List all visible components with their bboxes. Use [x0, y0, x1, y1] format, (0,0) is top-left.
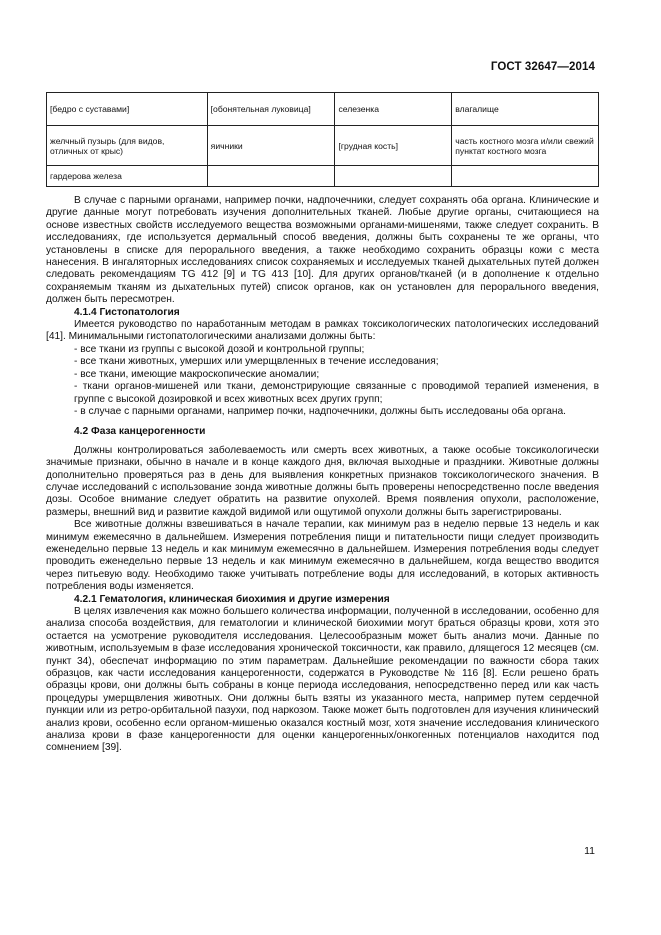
list-item: - все ткани, имеющие макроскопические аномалии;: [74, 368, 320, 380]
table-cell: гардерова железа: [47, 166, 208, 187]
document-body: [46, 195, 599, 755]
table-cell: влагалище: [452, 93, 599, 126]
table-cell: [452, 166, 599, 187]
paragraph: В целях извлечения как можно большего количества информации, полученной в исследовании, особенно для анализа способа воздействия, для гематологии и клинической биохимии могут браться образцы крови, хотя это остается на усмотрение руководителя исследования. Целесообразным может быть анализ мочи. Данные по животным, используемым в фазе исследования хронической токсичности, как правило, длящегося 12 месяцев (см. пункт 34), обеспечат информацию по этим параметрам. Дальнейшие рекомендации по важности сбора таких образцов, как части исследования канцерогенности, содержатся в Руководстве № 116 [8]. Если решено брать образцы крови, они должны быть собраны в конце периода исследования, непосредственно перед или как часть процедуры умерщвления животных. Они должны быть взяты из указанного места, например путем сердечной пункции или из ретро-орбитальной пазухи, под наркозом. Также может быть подготовлен для изучения клинический анализ крови, особенно если органом-мишенью оказался костный мозг, хотя значение исследования клинического анализа крови в фазе канцерогенности для оценки канцерогенных/онкогенных потенциалов находится под сомнением [39].: [46, 606, 599, 754]
paragraph: Все животные должны взвешиваться в начале терапии, как минимум раз в неделю первые 13 недель и как минимум ежемесячно в дальнейшем. Измерения потребления пищи и питательности пищи следует производить еженедельно первые 13 недель и как минимум ежемесячно в дальнейшем. Измерения потребления воды следует проводить еженедельно первые 13 недель и как минимум ежемесячно в дальнейшем, когда вещество вводится через питьевую воду. Необходимо также учитывать потребление воды для исследований, в которых активность потребления воды изменяется.: [46, 519, 599, 593]
paragraph: Должны контролироваться заболеваемость или смерть всех животных, а также особые токсикологически значимые признаки, обычно в начале и в конце каждого дня, включая выходные и праздники. Животные должны дополнительно проверяться раз в день для выявления конкретных признаков токсикологического значения. В случае исследований с использование зонда животные должны быть проверены непосредственно после введения дозы. Особое внимание следует обратить на развитие опухолей. Время появления опухоли, расположение, размеры, внешний вид и развитие каждой видимой или ощутимой опухоли должны быть зарегистрированы.: [46, 444, 599, 518]
paragraph: В случае с парными органами, например почки, надпочечники, следует сохранять оба органа. Клинические и другие данные могут потребовать изучения дополнительных тканей. Любые другие органы, считающиеся на основе известных свойств исследуемого вещества возможными органами-мишенями, также следует сохранить. В исследованиях, где используется дермальный способ введения, должны быть сохранены те же органы, что установлены в списке для перорального введения, а также необходимо сохранить образцы кожи с места нанесения. В ингаляторных исследованиях список сохраняемых и исследуемых тканей дыхательных путей должен следовать рекомендациям TG 412 [9] и TG 413 [10]. Для других органов/тканей (и в дополнение к отдельно сохраняемым тканям из дыхательных путей) список органов, как он установлен для перорального введения, должен быть пересмотрен.: [46, 195, 599, 306]
table-cell: желчный пузырь (для видов, отличных от крыс): [47, 126, 208, 166]
list-item: - ткани органов-мишеней или ткани, демонстрирующие связанные с проводимой терапией изменения, в группе с высокой дозировкой и всех животных всех других групп;: [74, 381, 599, 405]
table-cell: часть костного мозга и/или свежий пунктат костного мозга: [452, 126, 599, 166]
table-cell: [207, 166, 335, 187]
table-row: [47, 126, 599, 166]
page-number: 11: [584, 845, 595, 857]
list-item: - все ткани животных, умерших или умерщвленных в течение исследования;: [74, 356, 439, 368]
table-cell: [грудная кость]: [335, 126, 452, 166]
table-cell: [обонятельная луковица]: [207, 93, 335, 126]
paragraph: Имеется руководство по наработанным методам в рамках токсикологических патологических исследований [41]. Минимальными гистопатологическими анализами должны быть:: [46, 319, 599, 343]
organs-table: [46, 92, 599, 187]
section-heading: 4.2 Фаза канцерогенности: [74, 426, 206, 438]
table-cell: [335, 166, 452, 187]
table-cell: селезенка: [335, 93, 452, 126]
section-heading: 4.2.1 Гематология, клиническая биохимия и другие измерения: [74, 593, 390, 605]
list-item: - в случае с парными органами, например почки, надпочечники, должны быть исследованы оба органа.: [74, 405, 566, 417]
standard-code: ГОСТ 32647—2014: [490, 61, 595, 73]
table-row: [47, 166, 599, 187]
table-cell: яичники: [207, 126, 335, 166]
list-item: - все ткани из группы с высокой дозой и контрольной группы;: [74, 343, 365, 355]
section-heading: 4.1.4 Гистопатология: [74, 306, 180, 318]
table-cell: [бедро с суставами]: [47, 93, 208, 126]
table-row: [47, 93, 599, 126]
